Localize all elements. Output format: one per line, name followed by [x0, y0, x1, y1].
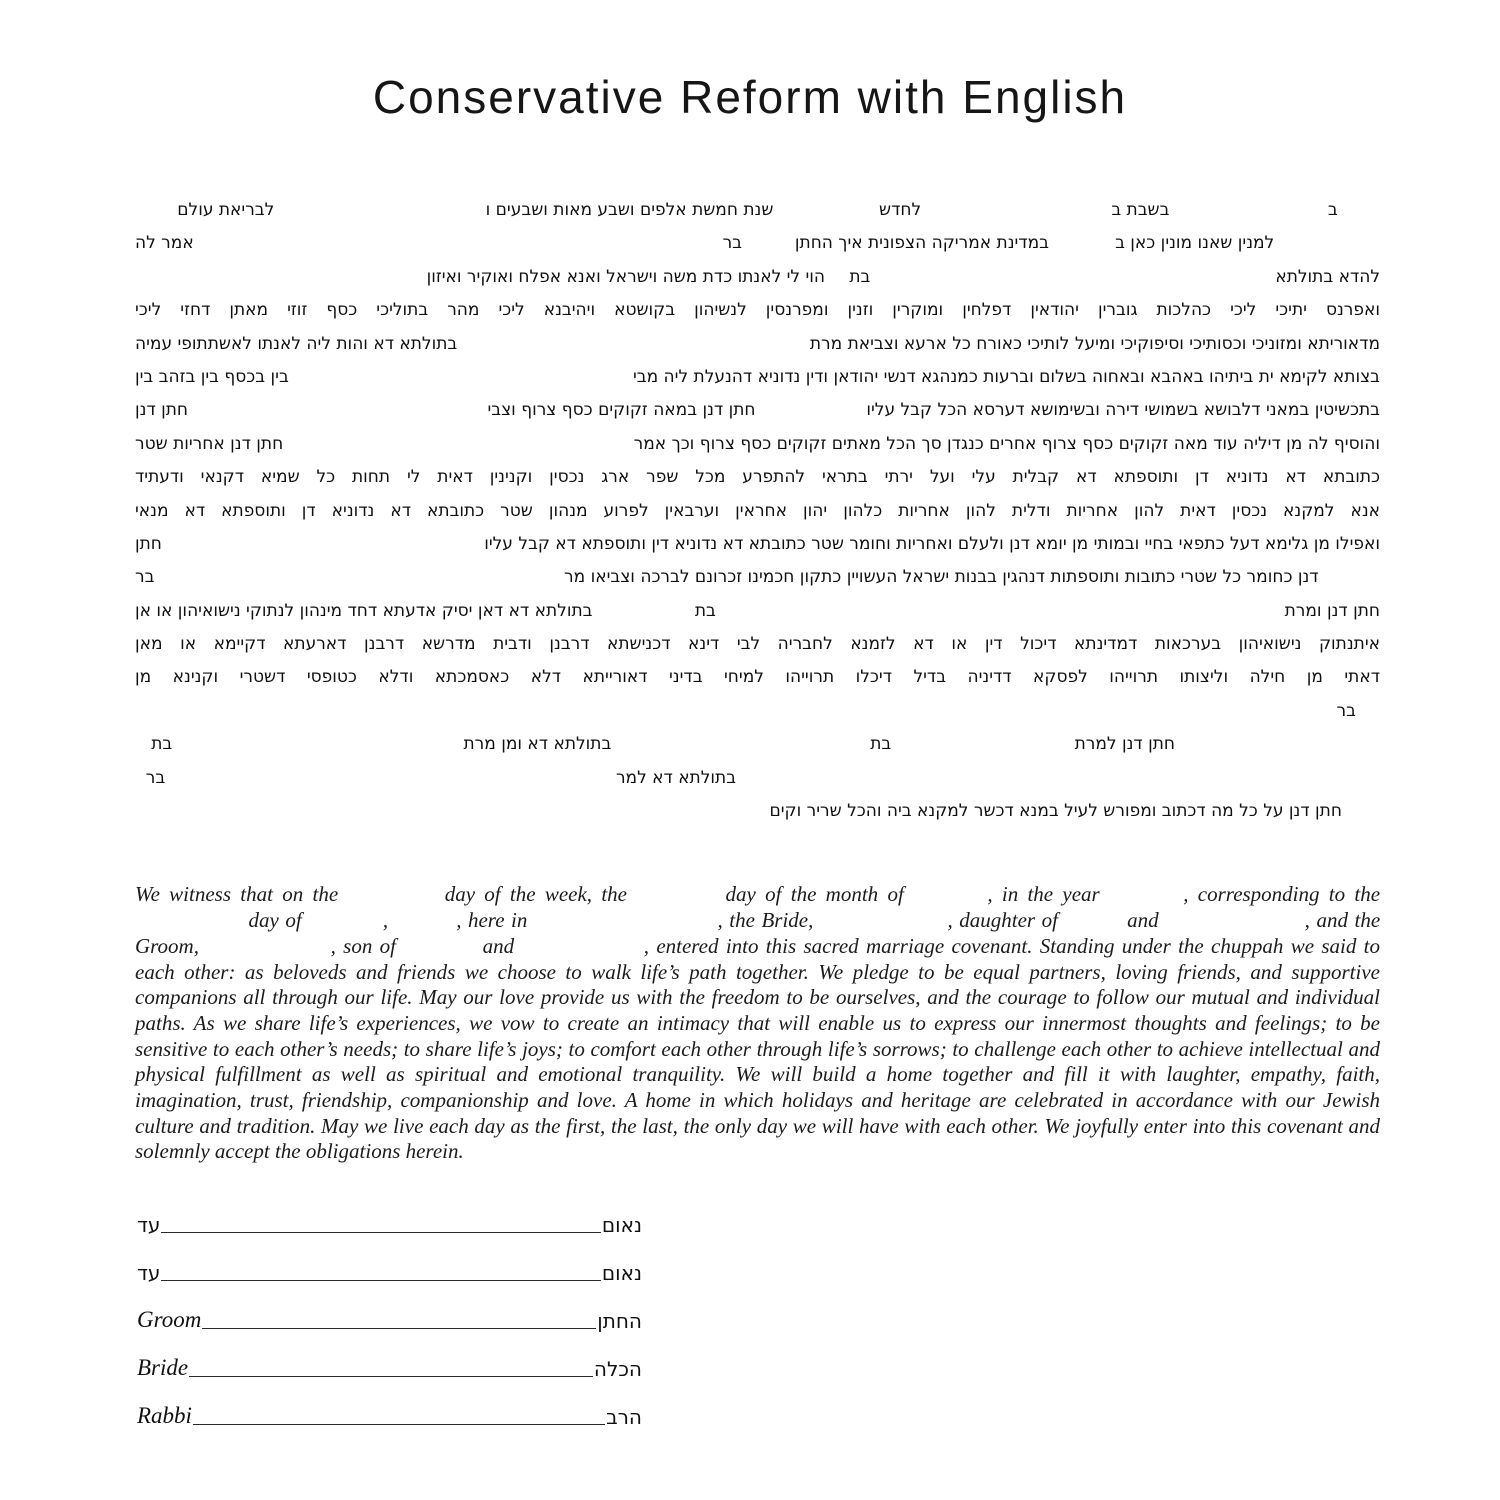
hebrew-text-segment: בתולתא דא למר	[615, 767, 737, 788]
signature-section	[137, 1211, 642, 1429]
blank-fill-in-space	[135, 815, 769, 816]
hebrew-text-segment: למנין שאנו מונין כאן ב	[1115, 233, 1275, 254]
blank-fill-in-space	[913, 900, 978, 901]
rabbi-label-left: Rabbi	[137, 1403, 192, 1429]
hebrew-text-segment: שנת חמשת אלפים ושבע מאות ושבעים ו	[485, 200, 774, 220]
hebrew-text-segment: כתובתא דא נדוניא דן ותוספתא דא קבלית עלי ועל ירתי בתראי להתפרע מכל שפר ארג נכסין וקנינין דאית לי תחות כל שמיא דקנאי ודעתיד	[135, 467, 1380, 488]
blank-fill-in-space	[135, 214, 177, 215]
witness-2-label-left: עד	[137, 1261, 161, 1286]
hebrew-line	[135, 467, 1380, 500]
english-text-segment: , corresponding to the	[1183, 882, 1381, 907]
bride-label-left: Bride	[137, 1355, 189, 1381]
hebrew-text-segment: אנא למקנא נכסין דאית להון אחריות ודלית להון אחריות כלהון יהון אחראין וערבאין לפרוע מנהון שטר כתובתא דא נדוניא דן ותוספתא דא מנאי	[135, 500, 1380, 521]
hebrew-line	[135, 801, 1380, 834]
hebrew-line	[135, 601, 1380, 634]
blank-fill-in-space	[1049, 247, 1115, 248]
blank-fill-in-space	[135, 926, 242, 927]
rabbi-signature-row	[137, 1403, 642, 1429]
blank-fill-in-space	[1319, 581, 1380, 582]
hebrew-text-segment: ואפילו מן גלימא דעל כתפאי בחיי ובמותי מן יומא דנן ולעלם ואחריות וחומר שטר כתובתא דא נדוניא דין ותוספתא דא קבל עליו	[484, 533, 1380, 554]
witness-1-label-left: עד	[137, 1213, 161, 1238]
english-text-segment: We witness that on the	[135, 882, 339, 907]
blank-fill-in-space	[395, 926, 450, 927]
hebrew-text-segment: בין בכסף בין בזהב בין	[135, 366, 289, 387]
english-text-segment: ,	[382, 908, 389, 933]
hebrew-text-segment: חתן דנן למרת	[1074, 734, 1176, 755]
blank-fill-in-space	[135, 281, 427, 282]
blank-fill-in-space	[1338, 214, 1380, 215]
blank-fill-in-space	[457, 348, 810, 349]
witness-1-signature-row	[137, 1211, 642, 1237]
blank-fill-in-space	[592, 615, 694, 616]
bride-signature-line	[189, 1376, 593, 1377]
hebrew-text-segment: בת	[870, 734, 892, 755]
hebrew-text-segment: חתן דנן במאה זקוקים כסף צרוף וצבי	[487, 400, 756, 421]
hebrew-text-segment: אמר לה	[135, 233, 194, 254]
blank-fill-in-space	[1169, 214, 1327, 215]
hebrew-text-segment: בת	[151, 734, 173, 755]
blank-fill-in-space	[891, 748, 1074, 749]
blank-fill-in-space	[534, 926, 711, 927]
hebrew-text-segment: בר	[135, 567, 155, 588]
groom-signature-line	[202, 1328, 596, 1329]
blank-fill-in-space	[1356, 715, 1380, 716]
blank-fill-in-space	[756, 414, 867, 415]
hebrew-text-segment: לחדש	[879, 200, 922, 220]
blank-fill-in-space	[289, 381, 633, 382]
hebrew-line	[135, 667, 1380, 700]
blank-fill-in-space	[172, 748, 463, 749]
hebrew-text-segment: הוי לי לאנתו כדת משה וישראל ואנא אפלח ואוקיר ואיזון	[426, 266, 826, 287]
blank-fill-in-space	[1165, 926, 1298, 927]
blank-fill-in-space	[742, 247, 795, 248]
groom-label-right: החתן	[597, 1309, 642, 1334]
hebrew-text-segment: לבריאת עולם	[177, 200, 275, 220]
hebrew-text-segment: בר	[722, 233, 742, 254]
blank-fill-in-space	[921, 214, 1111, 215]
groom-label-left: Groom	[137, 1307, 202, 1333]
bride-signature-row	[137, 1355, 642, 1381]
hebrew-line	[135, 701, 1380, 734]
rabbi-signature-line	[193, 1424, 605, 1425]
english-text-segment: day of the month of	[725, 882, 904, 907]
english-text-segment: , entered into this sacred marriage covenant. Standing under the chuppah we said to each other: as beloveds and friends we choose to walk life’s path together. We pledge to be equal partners, loving friends, and supportive companions all through our life. May our love provide us with the freedom to be ourselves, and the courage to follow our mutual and individual paths. As we share life’s experiences, we vow to create an intimacy that will enable us to express our innermost thoughts and feelings; to be sensitive to each other’s needs; to share life’s joys; to comfort each other through life’s sorrows; to challenge each other to achieve intellectual and physical fulfillment as well as spiritual and emotional tranquility. We will build a home together and fill it with laughter, empathy, faith, imagination, trust, friendship, companionship and love. A home in which holidays and heritage are celebrated in accordance with our Jewish culture and tradition. May we live each day as the first, the last, the only day we will have with each other. We joyfully enter into this covenant and solemnly accept the obligations herein.	[135, 933, 1380, 1164]
blank-fill-in-space	[188, 414, 487, 415]
hebrew-text-segment: מדאוריתא ומזוניכי וכסותיכי וסיפוקיכי ומיעל לותיכי כאורח כל ארעא וצביאת מרת	[809, 333, 1380, 354]
hebrew-text-segment: חתן	[135, 533, 162, 554]
blank-fill-in-space	[870, 281, 1275, 282]
blank-fill-in-space	[636, 900, 716, 901]
hebrew-text-segment: בת	[694, 600, 716, 621]
hebrew-line	[135, 367, 1380, 400]
witness-1-label-right: נאום	[601, 1213, 642, 1238]
groom-signature-row	[137, 1307, 642, 1333]
hebrew-text-segment: בתולתא דא ומן מרת	[463, 734, 612, 755]
english-vows-paragraph	[135, 882, 1380, 1165]
hebrew-text-segment: והוסיף לה מן דיליה עוד מאה זקוקים כסף צרוף אחרים כנגדן סך הכל מאתים זקוקים כסף צרוף וכך אמר	[633, 433, 1380, 454]
hebrew-line	[135, 300, 1380, 333]
hebrew-line	[135, 400, 1380, 433]
hebrew-line	[135, 634, 1380, 667]
blank-fill-in-space	[1065, 926, 1121, 927]
hebrew-aramaic-text-block	[135, 200, 1380, 834]
blank-fill-in-space	[162, 548, 484, 549]
witness-2-label-right: נאום	[601, 1261, 642, 1286]
blank-fill-in-space	[1274, 247, 1380, 248]
hebrew-text-segment: חתן דנן על כל מה דכתוב ומפורש לעיל במנא דכשר למקנא ביה והכל שריר וקים	[769, 801, 1342, 822]
blank-fill-in-space	[283, 448, 633, 449]
blank-fill-in-space	[736, 782, 1380, 783]
blank-fill-in-space	[825, 281, 849, 282]
english-text-segment: day of	[248, 908, 302, 933]
hebrew-text-segment: דאתי מן חילה וליצותו תרוייהו לפסקא דדיניה בדיל דיכלו תרוייהו למיחי בדיני דאורייתא דלא כאסמכתא ודלא כטופסי דשטרי וקנינא מן	[135, 667, 1380, 688]
bride-label-right: הכלה	[593, 1357, 642, 1382]
hebrew-text-segment: להדא בתולתא	[1275, 266, 1380, 287]
blank-fill-in-space	[1175, 748, 1380, 749]
blank-fill-in-space	[1109, 900, 1174, 901]
blank-fill-in-space	[308, 926, 376, 927]
blank-fill-in-space	[135, 782, 146, 783]
hebrew-text-segment: בתולתא דא דאן יסיק אדעתא דחד מינהון לנתוקי נישואיהון או אן	[135, 600, 593, 621]
hebrew-text-segment: חתן דנן אחריות שטר	[135, 433, 284, 454]
witness-2-signature-row	[137, 1259, 642, 1285]
hebrew-text-segment: דנן כחומר כל שטרי כתובות ותוספתות דנהגין בבנות ישראל העשויין כתקון חכמינו זכרונם לברכה וצביאו מר	[564, 567, 1319, 588]
hebrew-line	[135, 567, 1380, 600]
blank-fill-in-space	[773, 214, 879, 215]
hebrew-line	[135, 534, 1380, 567]
hebrew-line	[135, 434, 1380, 467]
blank-fill-in-space	[716, 615, 1285, 616]
blank-fill-in-space	[135, 748, 151, 749]
hebrew-line	[135, 200, 1380, 233]
hebrew-text-segment: בר	[145, 767, 166, 788]
hebrew-line	[135, 501, 1380, 534]
blank-fill-in-space	[611, 748, 870, 749]
english-text-segment: day of the week, the	[444, 882, 627, 907]
rabbi-label-right: הרב	[606, 1405, 642, 1430]
hebrew-text-segment: בת	[849, 266, 871, 287]
hebrew-line	[135, 334, 1380, 367]
blank-fill-in-space	[820, 926, 941, 927]
english-text-segment: and	[1127, 908, 1159, 933]
hebrew-text-segment: בר	[1336, 700, 1356, 721]
blank-fill-in-space	[347, 900, 435, 901]
hebrew-text-segment: ב	[1327, 200, 1338, 220]
blank-fill-in-space	[194, 247, 723, 248]
hebrew-text-segment: בשבת ב	[1111, 200, 1170, 220]
english-text-segment: and	[482, 933, 515, 958]
hebrew-line	[135, 768, 1380, 801]
hebrew-text-segment: בתולתא דא והות ליה לאנתו לאשתתופי עמיה	[135, 333, 458, 354]
blank-fill-in-space	[206, 952, 323, 953]
blank-fill-in-space	[1342, 815, 1380, 816]
hebrew-text-segment: חתן דנן ומרת	[1284, 600, 1380, 621]
english-text-segment: , daughter of	[947, 908, 1058, 933]
hebrew-text-segment: בתכשיטין במאני דלבושא בשמושי דירה ובשימושא דערסא הכל קבל עליו	[866, 400, 1380, 421]
blank-fill-in-space	[135, 715, 1337, 716]
english-text-segment: , son of	[330, 933, 396, 958]
hebrew-text-segment: ואפרנס יתיכי ליכי כהלכות גוברין יהודאין דפלחין ומוקרין וזנין ומפרנסין לנשיהון בקושטא ויהיבנא ליכי מהר בתוליכי כסף זוזי מאתן דחזי ליכי	[135, 300, 1380, 321]
hebrew-text-segment: במדינת אמריקה הצפונית איך החתן	[794, 233, 1049, 254]
english-text-segment: , and the Groom,	[135, 908, 1381, 958]
hebrew-text-segment: בצותא לקימא ית ביתיהו באהבא ובאחוה בשלום וברעות כמנהגא דנשי יהודאן ודין נדוניא דהנעלת ליה מבי	[632, 366, 1380, 387]
english-text-segment: , the Bride,	[717, 908, 814, 933]
blank-fill-in-space	[403, 952, 475, 953]
hebrew-text-segment: חתן דנן	[135, 400, 189, 421]
hebrew-line	[135, 734, 1380, 767]
hebrew-text-segment: איתנתוק נישואיהון בערכאות דמדינתא דיכול דין או דא לזמנא לחבריה לבי דינא דכנישתא דרבנן ודבית מדרשא דרבנן דארעתא דקיימא או מאן	[135, 634, 1380, 655]
witness-1-signature-line	[161, 1232, 600, 1233]
blank-fill-in-space	[521, 952, 636, 953]
witness-2-signature-line	[161, 1280, 600, 1281]
blank-fill-in-space	[154, 581, 564, 582]
english-text-segment: , here in	[456, 908, 528, 933]
blank-fill-in-space	[274, 214, 485, 215]
page-title: Conservative Reform with English	[372, 71, 1128, 123]
blank-fill-in-space	[165, 782, 616, 783]
english-text-segment: , in the year	[987, 882, 1100, 907]
hebrew-line	[135, 233, 1380, 266]
hebrew-line	[135, 267, 1380, 300]
